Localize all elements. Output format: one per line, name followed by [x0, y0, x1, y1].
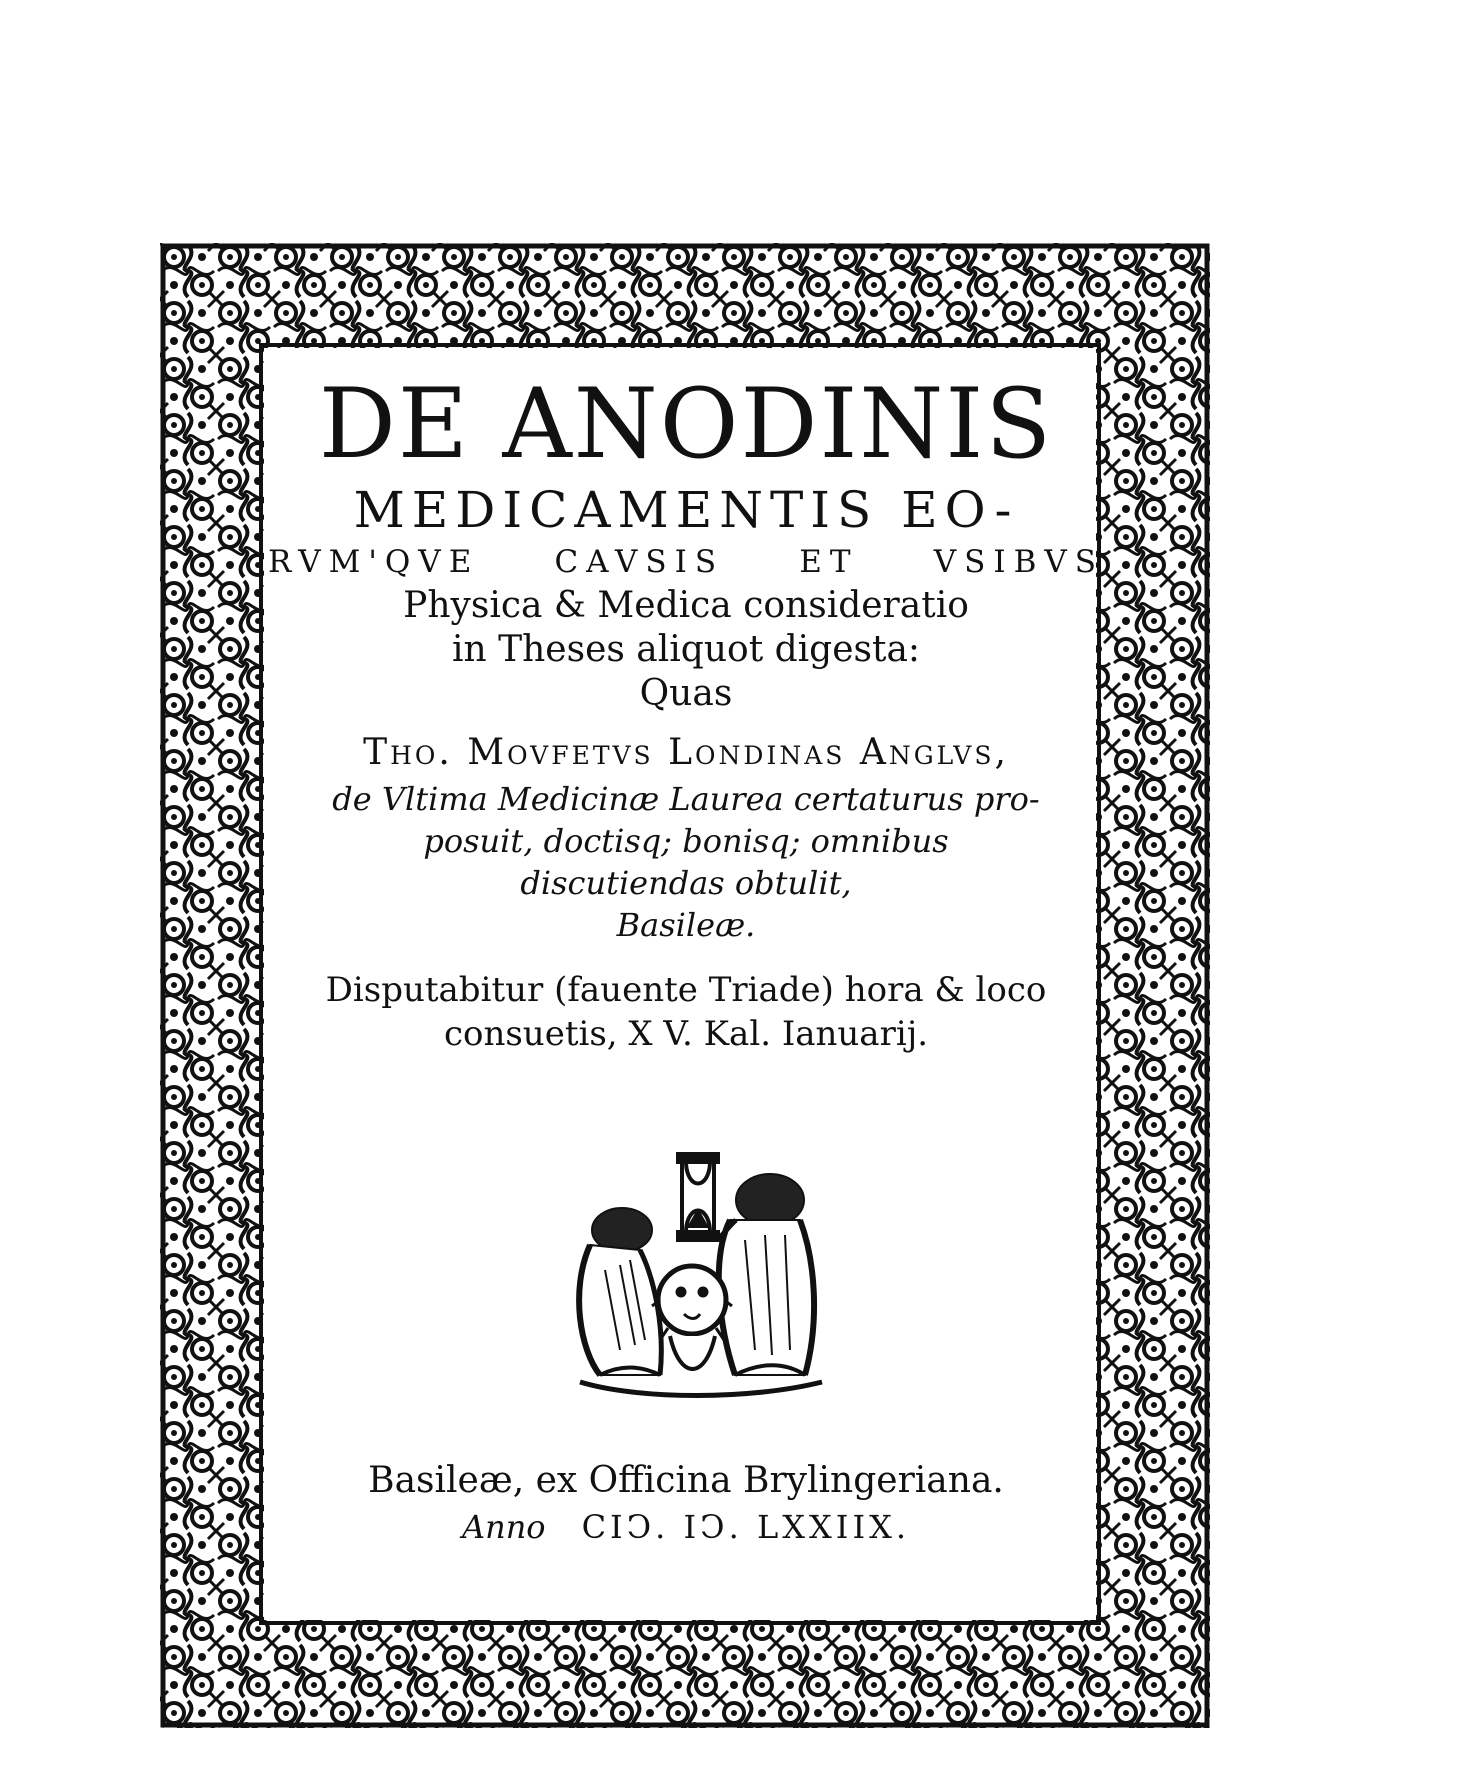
- disputation-line-1: Disputabitur (fauente Triade) hora & loco: [325, 970, 1047, 1010]
- description-line-3: Quas: [639, 673, 733, 714]
- description-line-1: Physica & Medica consideratio: [403, 585, 969, 626]
- imprint-year: CIↃ. IↃ. LXXIIX.: [581, 1508, 911, 1546]
- main-title: DE ANODINIS: [318, 368, 1054, 480]
- italic-line-3: discutiendas obtulit,: [520, 864, 852, 902]
- printers-device-icon: [560, 1150, 830, 1410]
- imprint-anno: Anno: [461, 1508, 546, 1546]
- imprint-place: Basileæ, ex Officina Brylingeriana.: [368, 1460, 1004, 1501]
- subtitle-line-1: MEDICAMENTIS EO-: [353, 481, 1019, 539]
- disputation-line-2: consuetis, X V. Kal. Ianuarij.: [443, 1014, 929, 1054]
- imprint: [268, 1458, 1104, 1550]
- title-block: [268, 368, 1104, 1056]
- italic-line-2: posuit, doctisq; bonisq; omnibus: [423, 822, 949, 860]
- description-line-2: in Theses aliquot digesta:: [451, 629, 921, 670]
- imprint-date-line: [268, 1504, 1104, 1550]
- author-line: Tho. Movfetvs Londinas Anglvs,: [363, 732, 1009, 773]
- italic-line-1: de Vltima Medicinæ Laurea certaturus pro-: [332, 780, 1040, 818]
- italic-line-4: Basileæ.: [616, 906, 756, 944]
- subtitle-line-2: RVM'QVE CAVSIS ET VSIBVS: [268, 544, 1104, 580]
